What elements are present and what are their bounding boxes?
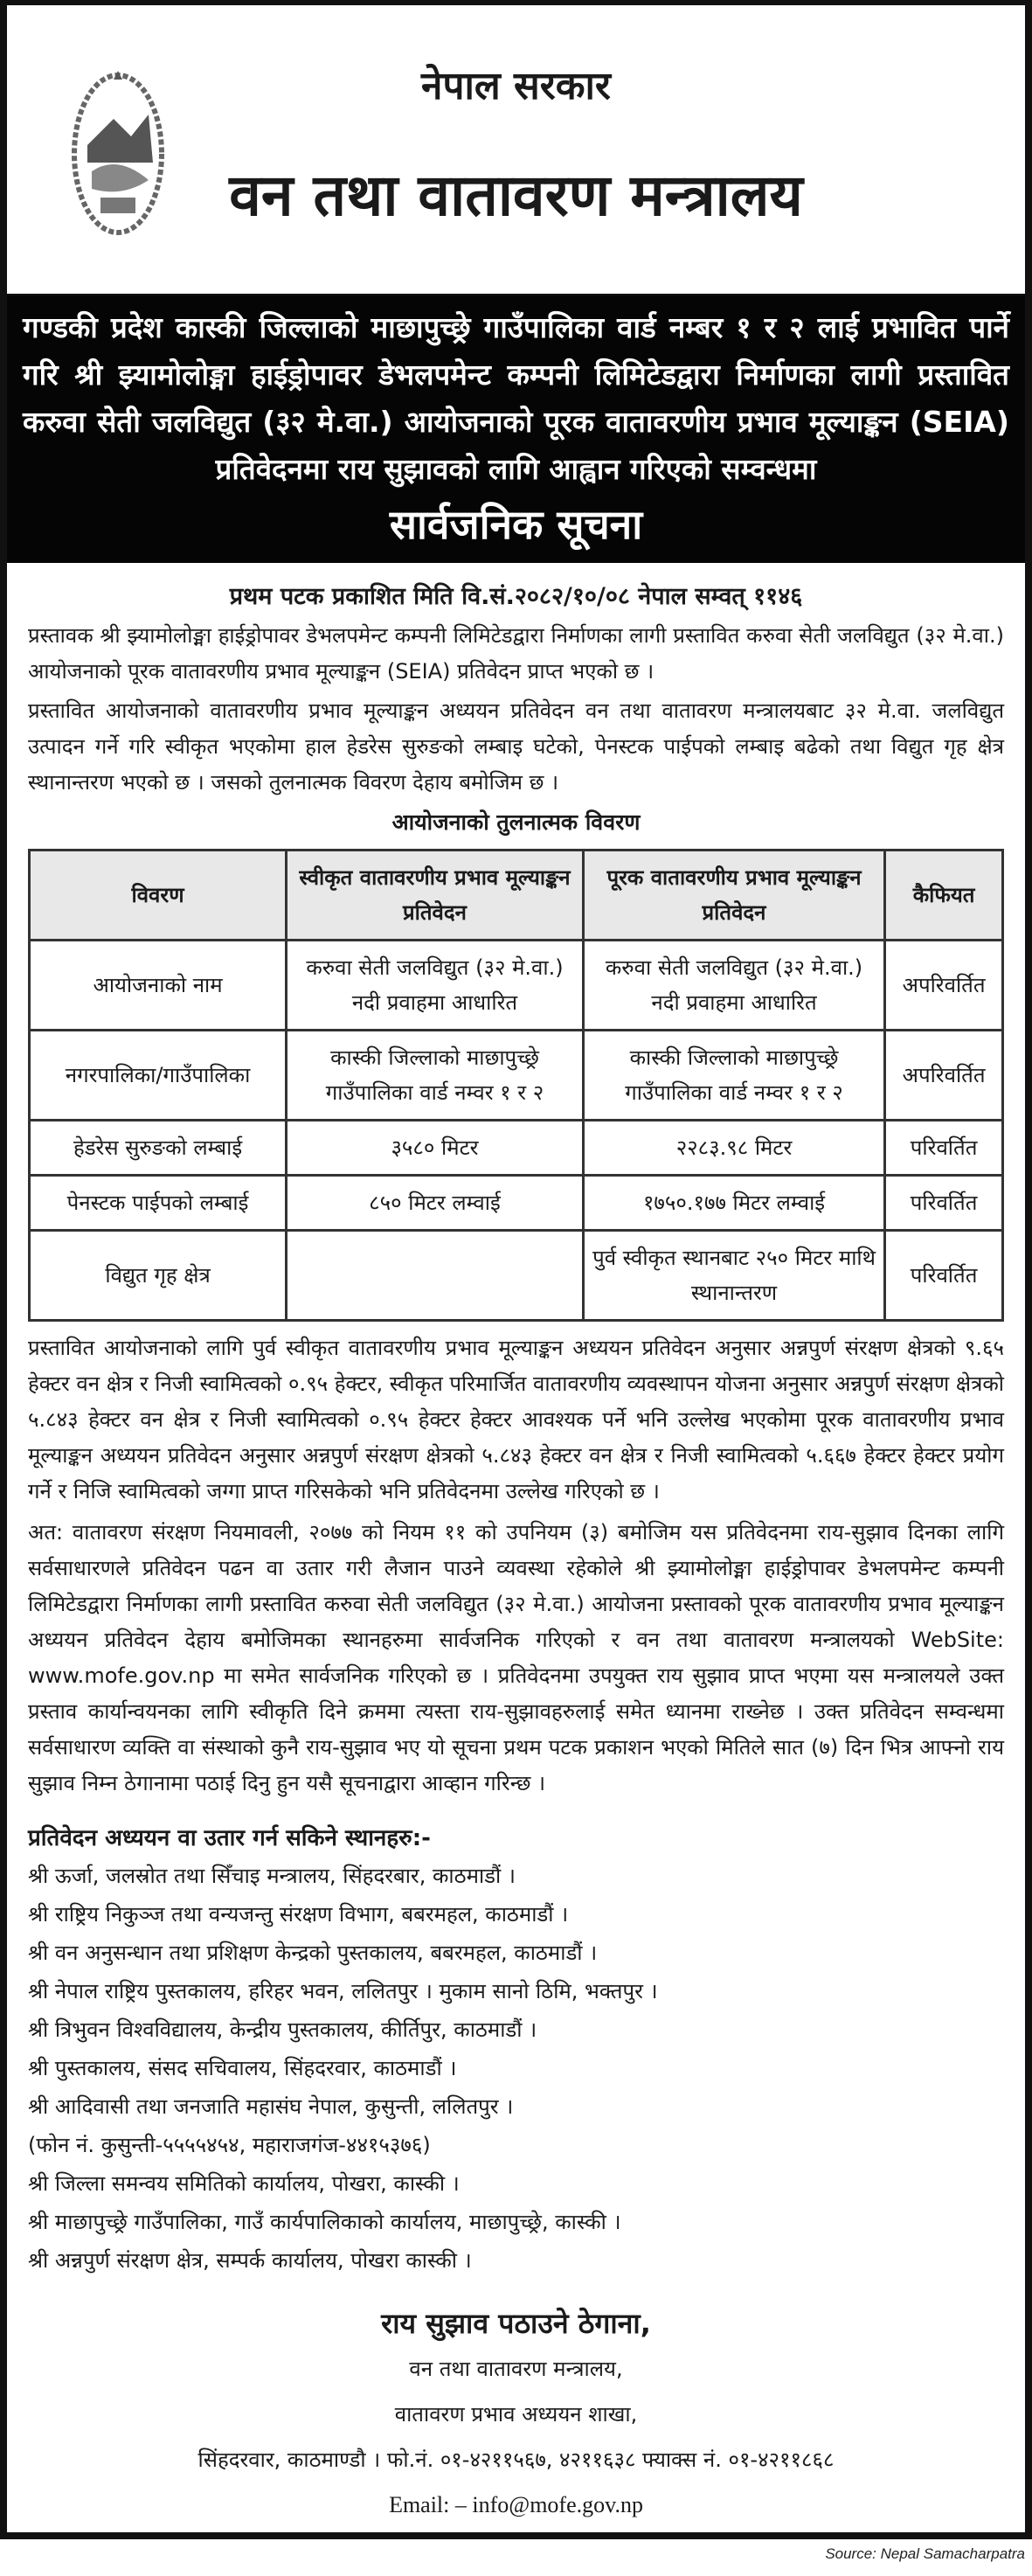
public-notice-title: सार्वजनिक सूचना — [389, 501, 643, 548]
notice-body — [7, 563, 1025, 2528]
table-cell: विद्युत गृह क्षेत्र — [30, 1231, 287, 1321]
address-line: वातावरण प्रभाव अध्ययन शाखा, — [394, 2402, 638, 2427]
table-row — [30, 1176, 1003, 1231]
header — [7, 5, 1025, 295]
paragraph-2: प्रस्तावित आयोजनाको वातावरणीय प्रभाव मूल्याङ्कन अध्ययन प्रतिवेदन वन तथा वातावरण मन्त्रालयबाट ३२ मे.वा. जलविद्युत उत्पादन गर्ने गरि स्वीकृत भएकोमा हाल हेडरेस सुरुङको लम्बाइ घटेको, पेनस्टक पाईपको लम्बाइ बढेको तथा विद्युत गृह क्षेत्र स्थानान्तरण भएको छ । जसको तुलनात्मक विवरण देहाय बमोजिम छ । — [28, 698, 1004, 795]
location-item: श्री ऊर्जा, जलस्रोत तथा सिँचाइ मन्त्रालय, सिंहदरबार, काठमाडौं । — [28, 1864, 516, 1888]
location-item: श्री वन अनुसन्धान तथा प्रशिक्षण केन्द्रको पुस्तकालय, बबरमहल, काठमाडौं । — [28, 1941, 598, 1965]
location-item: श्री राष्ट्रिय निकुञ्ज तथा वन्यजन्तु संरक्षण विभाग, बबरमहल, काठमाडौं । — [28, 1902, 569, 1927]
location-item: श्री त्रिभुवन विश्वविद्यालय, केन्द्रीय पुस्तकालय, कीर्तिपुर, काठमाडौं । — [28, 2017, 537, 2042]
table-row — [30, 941, 1003, 1031]
location-item: श्री जिल्ला समन्वय समितिको कार्यालय, पोखरा, कास्की । — [28, 2171, 460, 2196]
table-row — [30, 1231, 1003, 1321]
location-item: श्री आदिवासी तथा जनजाति महासंघ नेपाल, कुसुन्ती, ललितपुर । — [28, 2094, 514, 2119]
table-cell: कास्की जिल्लाको माछापुच्छ्रे गाउँपालिका वार्ड नम्वर १ र २ — [287, 1031, 584, 1121]
address-contact: सिंहदरवार, काठमाण्डौ । फो.नं. ०१-४२११५६७, ४२११६३८ फ्याक्स नं. ०१-४२११८६८ — [197, 2448, 835, 2472]
email-link[interactable]: Email: – info@mofe.gov.np — [389, 2492, 643, 2517]
table-cell: अपरिवर्तित — [885, 1031, 1003, 1121]
table-cell: नगरपालिका/गाउँपालिका — [30, 1031, 287, 1121]
government-title: नेपाल सरकार — [421, 64, 611, 108]
comparison-table — [28, 849, 1004, 1322]
ministry-title: वन तथा वातावरण मन्त्रालय — [229, 162, 803, 229]
table-cell — [287, 1231, 584, 1321]
table-cell: करुवा सेती जलविद्युत (३२ मे.वा.) नदी प्रवाहमा आधारित — [583, 941, 884, 1031]
location-item: श्री अन्नपुर्ण संरक्षण क्षेत्र, सम्पर्क कार्यालय, पोखरा कास्की । — [28, 2248, 472, 2273]
locations-heading: प्रतिवेदन अध्ययन वा उतार गर्न सकिने स्थानहरु:- — [28, 1825, 431, 1851]
location-item: श्री माछापुच्छ्रे गाउँपालिका, गाउँ कार्यपालिकाको कार्यालय, माछापुच्छ्रे, कास्की । — [28, 2210, 621, 2234]
address-block — [28, 2301, 1004, 2528]
table-cell: करुवा सेती जलविद्युत (३२ मे.वा.) नदी प्रवाहमा आधारित — [287, 941, 584, 1031]
location-item: श्री नेपाल राष्ट्रिय पुस्तकालय, हरिहर भवन, ललितपुर । मुकाम सानो ठिमि, भक्तपुर । — [28, 1979, 658, 2003]
table-cell: हेडरेस सुरुङको लम्बाई — [30, 1121, 287, 1176]
column-header: विवरण — [30, 851, 287, 941]
table-row — [30, 1031, 1003, 1121]
table-header-row — [30, 851, 1003, 941]
table-cell: ३५८० मिटर — [287, 1121, 584, 1176]
table-cell: आयोजनाको नाम — [30, 941, 287, 1031]
table-cell: कास्की जिल्लाको माछापुच्छ्रे गाउँपालिका वार्ड नम्वर १ र २ — [583, 1031, 884, 1121]
publish-date: प्रथम पटक प्रकाशित मिति वि.सं.२०८२/१०/०८ नेपाल सम्वत् ११४६ — [229, 583, 803, 610]
address-line: वन तथा वातावरण मन्त्रालय, — [409, 2357, 623, 2381]
column-header: पूरक वातावरणीय प्रभाव मूल्याङ्कन प्रतिवेदन — [583, 851, 884, 941]
locations-list — [28, 1857, 1004, 2280]
table-cell: २२८३.९८ मिटर — [583, 1121, 884, 1176]
table-cell: पुर्व स्वीकृत स्थानबाट २५० मिटर माथि स्थानान्तरण — [583, 1231, 884, 1321]
table-cell: परिवर्तित — [885, 1176, 1003, 1231]
table-cell: परिवर्तित — [885, 1121, 1003, 1176]
location-item: श्री पुस्तकालय, संसद सचिवालय, सिंहदरवार, काठमाडौं । — [28, 2056, 457, 2080]
subject-text: गण्डकी प्रदेश कास्की जिल्लाको माछापुच्छ्रे गाउँपालिका वार्ड नम्बर १ र २ लाई प्रभावित पार्ने गरि श्री झ्यामोलोङ्मा हाईड्रोपावर डेभलपमेन्ट कम्पनी लिमिटेडद्वारा निर्माणका लागी प्रस्तावित करुवा सेती जलविद्युत (३२ मे.वा.) आयोजनाको पूरक वातावरणीय प्रभाव मूल्याङ्कन (SEIA) प्रतिवेदनमा राय सुझावको लागि आह्वान गरिएको सम्वन्धमा — [23, 310, 1009, 486]
column-header: स्वीकृत वातावरणीय प्रभाव मूल्याङ्कन प्रतिवेदन — [287, 851, 584, 941]
location-item: (फोन नं. कुसुन्ती-५५५५४५४, महाराजगंज-४४१५३७६) — [28, 2133, 431, 2157]
paragraph-4: अत: वातावरण संरक्षण नियमावली, २०७७ को नियम ११ को उपनियम (३) बमोजिम यस प्रतिवेदनमा राय-सुझाव दिनका लागि सर्वसाधारणले प्रतिवेदन पढन वा उतार गरी लैजान पाउने व्यवस्था रहेकोले श्री झ्यामोलोङ्मा हाईड्रोपावर डेभलपमेन्ट कम्पनी लिमिटेडद्वारा निर्माणका लागी प्रस्तावित करुवा सेती जलविद्युत (३२ मे.वा.) आयोजना प्रस्तावको पूरक वातावरणीय प्रभाव मूल्याङ्कन अध्ययन प्रतिवेदन देहाय बमोजिमका स्थानहरुमा सार्वजनिक गरिएको र वन तथा वातावरण मन्त्रालयको WebSite: www.mofe.gov.np मा समेत सार्वजनिक गरिएको छ । प्रतिवेदनमा उपयुक्त राय सुझाव प्राप्त भएमा यस मन्त्रालयले उक्त प्रस्ताव कार्यान्वयनका लागि स्वीकृति दिने क्रममा त्यस्ता राय-सुझावहरुलाई समेत ध्यानमा राख्नेछ । उक्त प्रतिवेदन सम्वन्धमा सर्वसाधारण व्यक्ति वा संस्थाको कुनै राय-सुझाव भए यो सूचना प्रथम पटक प्रकाशन भएको मितिले सात (७) दिन भित्र आफ्नो राय सुझाव निम्न ठेगानामा पठाई दिनु हुन यसै सूचनाद्वारा आव्हान गरिन्छ । — [28, 1520, 1004, 1795]
table-cell: १७५०.१७७ मिटर लम्वाई — [583, 1176, 884, 1231]
table-cell: अपरिवर्तित — [885, 941, 1003, 1031]
table-title: आयोजनाको तुलनात्मक विवरण — [391, 809, 641, 835]
address-heading: राय सुझाव पठाउने ठेगाना, — [381, 2307, 651, 2340]
column-header: कैफियत — [885, 851, 1003, 941]
paragraph-1: प्रस्तावक श्री झ्यामोलोङ्मा हाईड्रोपावर डेभलपमेन्ट कम्पनी लिमिटेडद्वारा निर्माणका लागी प्रस्तावित करुवा सेती जलविद्युत (३२ मे.वा.) आयोजनाको पूरक वातावरणीय प्रभाव मूल्याङ्कन (SEIA) प्रतिवेदन प्राप्त भएको छ । — [28, 623, 1004, 684]
table-row — [30, 1121, 1003, 1176]
source-credit: Source: Nepal Samacharpatra — [825, 2545, 1025, 2562]
table-cell: पेनस्टक पाईपको लम्बाई — [30, 1176, 287, 1231]
subject-band — [7, 295, 1025, 563]
table-cell: परिवर्तित — [885, 1231, 1003, 1321]
paragraph-3: प्रस्तावित आयोजनाको लागि पुर्व स्वीकृत वातावरणीय प्रभाव मूल्याङ्कन अध्ययन प्रतिवेदन अनुसार अन्नपुर्ण संरक्षण क्षेत्रको ९.६५ हेक्टर वन क्षेत्र र निजी स्वामित्वको ०.९५ हेक्टर, स्वीकृत परिमार्जित वातावरणीय व्यवस्थापन योजना अनुसार अन्नपुर्ण संरक्षण क्षेत्रको ५.८४३ हेक्टर वन क्षेत्र र निजी स्वामित्वको ०.९५ हेक्टर हेक्टर आवश्यक पर्ने भनि उल्लेख भएकोमा पूरक वातावरणीय प्रभाव मूल्याङ्कन अध्ययन प्रतिवेदन अनुसार अन्नपुर्ण संरक्षण क्षेत्रको ५.८४३ हेक्टर वन क्षेत्र र निजी स्वामित्वको ५.६६७ हेक्टर हेक्टर प्रयोग गर्ने र निजि स्वामित्वको जग्गा प्राप्त गरिसकेको भनि प्रतिवेदनमा उल्लेख गरिएको छ । — [28, 1336, 1004, 1503]
table-cell: ८५० मिटर लम्वाई — [287, 1176, 584, 1231]
